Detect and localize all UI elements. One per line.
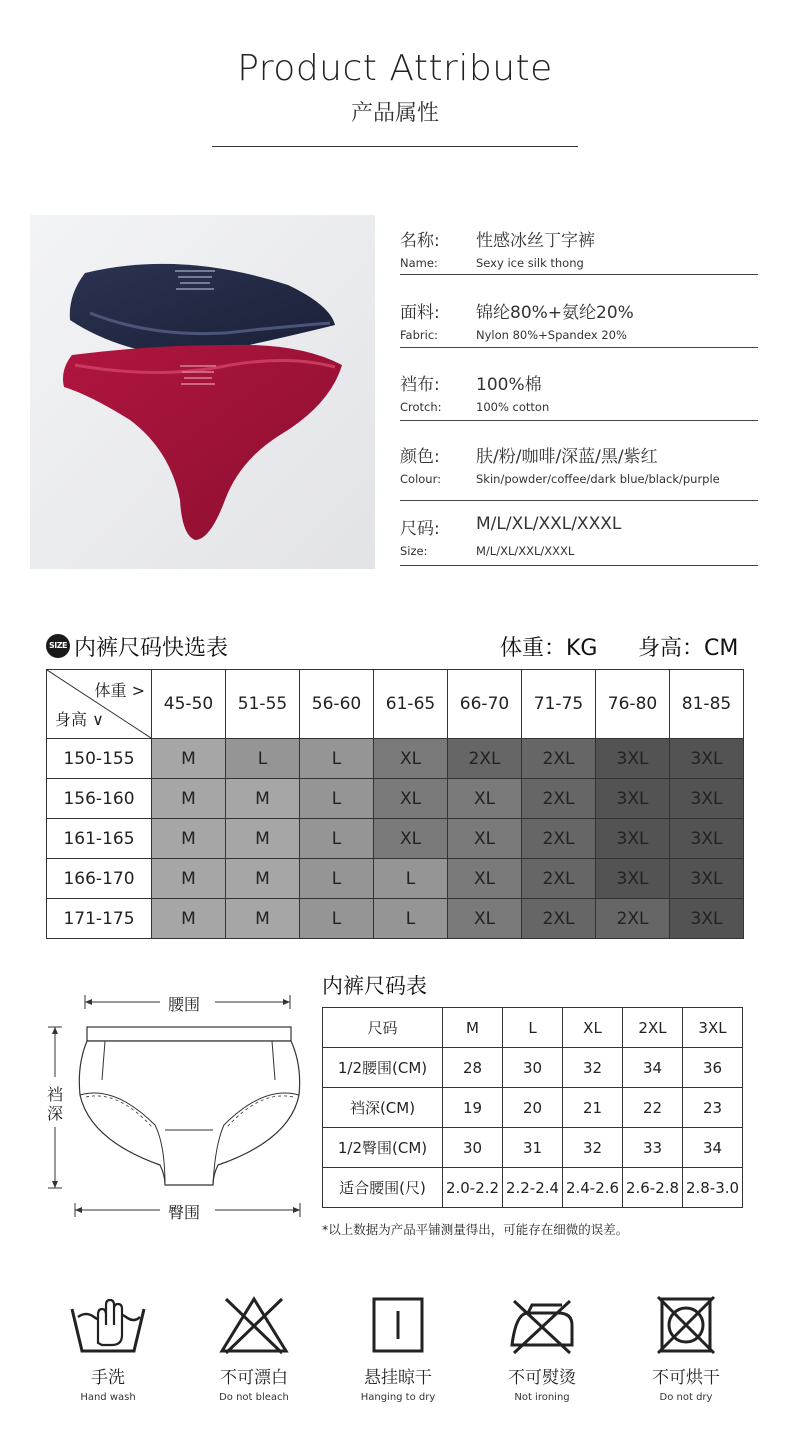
attr-value: M/L/XL/XXL/XXXL [476, 514, 622, 534]
attr-colour-row [400, 442, 758, 488]
attr-label-en: Size: [400, 544, 428, 558]
size-cell: M [152, 739, 226, 779]
size-chart-title: 内裤尺码快选表 [74, 636, 229, 661]
attr-label: 名称: [400, 231, 440, 251]
table-row [323, 1088, 743, 1128]
weight-range-header: 81-85 [670, 670, 744, 739]
weight-range-header: 51-55 [226, 670, 300, 739]
size-cell: L [300, 899, 374, 939]
size-cell: M [152, 859, 226, 899]
size-cell: XL [448, 859, 522, 899]
size-grid-row [47, 899, 744, 939]
attr-value: 肤/粉/咖啡/深蓝/黑/紫红 [476, 447, 658, 467]
table-cell: 22 [623, 1088, 683, 1128]
attr-divider [400, 565, 758, 566]
size-cell: 3XL [670, 899, 744, 939]
size-grid-table [46, 669, 744, 939]
size-cell: L [300, 819, 374, 859]
weight-range-header: 45-50 [152, 670, 226, 739]
care-item-hand-wash [53, 1295, 163, 1403]
no-bleach-icon [214, 1295, 294, 1355]
care-label: 悬挂晾干 [364, 1368, 432, 1388]
care-item-no-bleach [199, 1295, 309, 1403]
table-row [323, 1048, 743, 1088]
attr-divider [400, 500, 758, 501]
size-cell: XL [374, 819, 448, 859]
briefs-outline-icon [40, 985, 315, 1225]
size-cell: XL [374, 779, 448, 819]
hip-label: 臀围 [168, 1203, 201, 1222]
title-divider [212, 146, 578, 147]
corner-weight-label: 体重 > [94, 681, 145, 700]
page-title: Product Attribute [237, 48, 553, 89]
weight-unit-label: 体重：KG [500, 636, 598, 661]
size-cell: M [226, 859, 300, 899]
underwear-table-title: 内裤尺码表 [322, 974, 427, 998]
size-grid-row [47, 779, 744, 819]
no-iron-icon [502, 1295, 582, 1355]
size-cell: M [152, 819, 226, 859]
size-cell: 2XL [522, 739, 596, 779]
care-label-en: Hand wash [80, 1392, 136, 1403]
measurement-diagram [40, 985, 315, 1225]
care-label: 不可熨烫 [508, 1368, 576, 1388]
table-cell: 尺码 [323, 1008, 443, 1048]
table-cell: 36 [683, 1048, 743, 1088]
attr-divider [400, 420, 758, 421]
table-row [323, 1128, 743, 1168]
attr-label: 颜色: [400, 447, 440, 467]
table-cell: L [503, 1008, 563, 1048]
table-cell: 19 [443, 1088, 503, 1128]
size-cell: 2XL [522, 899, 596, 939]
table-cell: 2.2-2.4 [503, 1168, 563, 1208]
no-tumble-dry-icon [646, 1295, 726, 1355]
weight-range-header: 71-75 [522, 670, 596, 739]
product-photo [30, 215, 375, 569]
attr-label: 尺码: [400, 519, 440, 539]
waist-label: 腰围 [168, 995, 201, 1014]
size-cell: M [226, 779, 300, 819]
table-cell: 32 [563, 1128, 623, 1168]
table-cell: XL [563, 1008, 623, 1048]
size-cell: 2XL [448, 739, 522, 779]
size-cell: 3XL [670, 779, 744, 819]
care-label-en: Do not dry [659, 1392, 713, 1403]
table-cell: 裆深(CM) [323, 1088, 443, 1128]
height-range-cell: 156-160 [47, 779, 152, 819]
size-cell: 2XL [522, 859, 596, 899]
size-cell: M [152, 779, 226, 819]
product-illustration [30, 215, 375, 569]
table-cell: 1/2臀围(CM) [323, 1128, 443, 1168]
size-cell: L [374, 899, 448, 939]
size-cell: XL [374, 739, 448, 779]
table-cell: M [443, 1008, 503, 1048]
table-cell: 2.8-3.0 [683, 1168, 743, 1208]
table-row [323, 1168, 743, 1208]
table-cell: 2XL [623, 1008, 683, 1048]
table-cell: 23 [683, 1088, 743, 1128]
table-cell: 3XL [683, 1008, 743, 1048]
height-range-cell: 150-155 [47, 739, 152, 779]
table-cell: 2.0-2.2 [443, 1168, 503, 1208]
attr-value-en: M/L/XL/XXL/XXXL [476, 544, 575, 558]
table-cell: 适合腰围(尺) [323, 1168, 443, 1208]
table-cell: 34 [683, 1128, 743, 1168]
attr-value: 100%棉 [476, 375, 542, 395]
size-cell: L [300, 739, 374, 779]
care-label-en: Do not bleach [219, 1392, 289, 1403]
size-cell: L [300, 779, 374, 819]
size-cell: XL [448, 899, 522, 939]
page-subtitle: 产品属性 [350, 101, 439, 126]
care-label-en: Not ironing [514, 1392, 570, 1403]
attr-label-en: Name: [400, 256, 438, 270]
size-cell: M [152, 899, 226, 939]
table-cell: 31 [503, 1128, 563, 1168]
table-cell: 32 [563, 1048, 623, 1088]
weight-range-header: 66-70 [448, 670, 522, 739]
attr-label-en: Fabric: [400, 328, 439, 342]
table-cell: 30 [443, 1128, 503, 1168]
attr-label: 裆布: [400, 375, 440, 395]
care-label: 不可漂白 [220, 1368, 288, 1388]
height-range-cell: 166-170 [47, 859, 152, 899]
care-label: 不可烘干 [652, 1368, 720, 1388]
attr-fabric-row [400, 298, 758, 344]
table-row [323, 1008, 743, 1048]
size-cell: 3XL [670, 739, 744, 779]
attr-divider [400, 274, 758, 275]
size-cell: 3XL [596, 779, 670, 819]
size-cell: 2XL [522, 779, 596, 819]
attr-label-en: Colour: [400, 472, 441, 486]
size-cell: M [226, 899, 300, 939]
size-cell: L [374, 859, 448, 899]
table-cell: 33 [623, 1128, 683, 1168]
size-cell: 3XL [670, 859, 744, 899]
table-cell: 2.4-2.6 [563, 1168, 623, 1208]
height-range-cell: 161-165 [47, 819, 152, 859]
weight-range-header: 61-65 [374, 670, 448, 739]
weight-range-header: 76-80 [596, 670, 670, 739]
attr-value-en: 100% cotton [476, 400, 550, 414]
table-cell: 2.6-2.8 [623, 1168, 683, 1208]
hand-wash-icon [68, 1295, 148, 1355]
attr-value-en: Skin/powder/coffee/dark blue/black/purple [476, 472, 720, 486]
measurement-note: *以上数据为产品平铺测量得出，可能存在细微的误差。 [322, 1222, 629, 1237]
table-cell: 21 [563, 1088, 623, 1128]
height-unit-label: 身高：CM [638, 636, 739, 661]
attr-value: 性感冰丝丁字裤 [476, 231, 595, 251]
size-cell: 3XL [596, 739, 670, 779]
size-grid-row [47, 739, 744, 779]
table-cell: 20 [503, 1088, 563, 1128]
corner-cell [47, 670, 152, 739]
size-badge: SIZE [46, 634, 70, 658]
size-grid-row [47, 859, 744, 899]
attr-value-en: Nylon 80%+Spandex 20% [476, 328, 627, 342]
care-label-en: Hanging to dry [360, 1392, 436, 1403]
size-cell: L [226, 739, 300, 779]
size-grid-row [47, 819, 744, 859]
corner-height-label: 身高 ∨ [55, 710, 104, 729]
attr-value-en: Sexy ice silk thong [476, 256, 584, 270]
care-item-hang-dry [343, 1295, 453, 1403]
attr-size-row [400, 514, 758, 560]
size-cell: 3XL [670, 819, 744, 859]
size-cell: 3XL [596, 819, 670, 859]
care-label: 手洗 [91, 1368, 125, 1388]
attr-divider [400, 347, 758, 348]
rise-label: 裆深 [46, 1085, 63, 1123]
table-cell: 34 [623, 1048, 683, 1088]
underwear-size-table [322, 1007, 743, 1208]
table-cell: 30 [503, 1048, 563, 1088]
attr-crotch-row [400, 370, 758, 416]
size-grid-header-row [47, 670, 744, 739]
size-cell: 2XL [522, 819, 596, 859]
table-cell: 28 [443, 1048, 503, 1088]
attr-name-row [400, 226, 758, 272]
attr-label-en: Crotch: [400, 400, 442, 414]
attr-value: 锦纶80%+氨纶20% [476, 303, 634, 323]
size-cell: 2XL [596, 899, 670, 939]
attr-label: 面料: [400, 303, 440, 323]
height-range-cell: 171-175 [47, 899, 152, 939]
hang-dry-icon [358, 1295, 438, 1355]
size-cell: XL [448, 819, 522, 859]
table-cell: 1/2腰围(CM) [323, 1048, 443, 1088]
size-cell: L [300, 859, 374, 899]
weight-range-header: 56-60 [300, 670, 374, 739]
size-cell: M [226, 819, 300, 859]
size-cell: 3XL [596, 859, 670, 899]
care-item-no-iron [487, 1295, 597, 1403]
size-cell: XL [448, 779, 522, 819]
care-item-no-tumble-dry [631, 1295, 741, 1403]
